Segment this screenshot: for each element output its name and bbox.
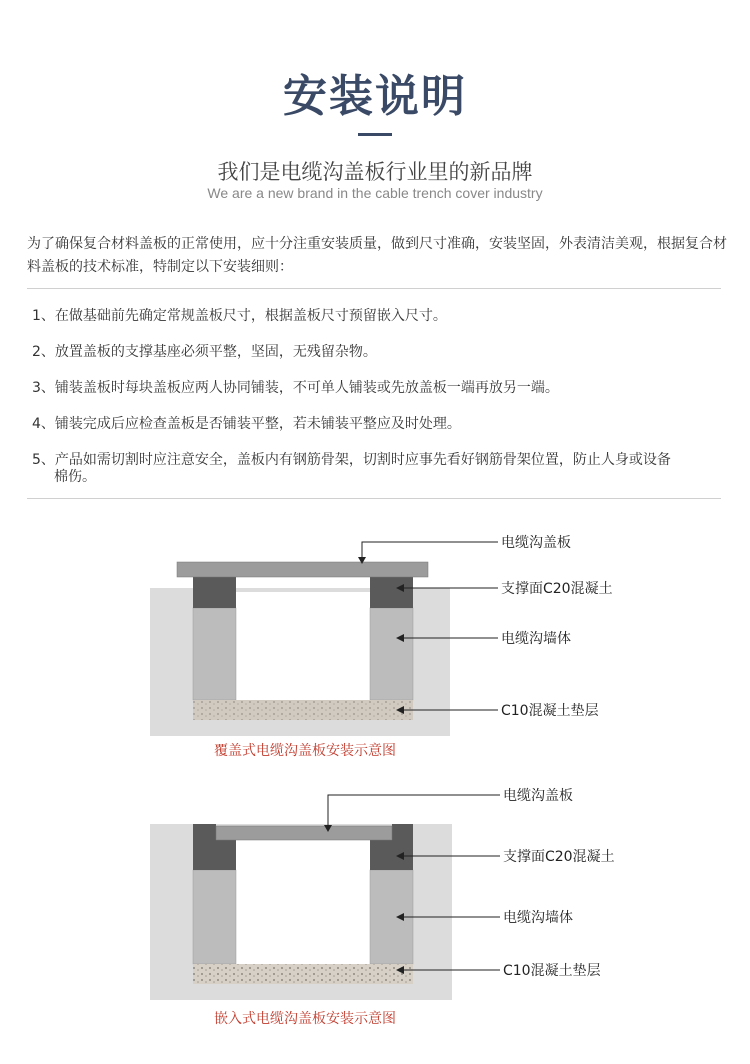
page-title: 安装说明	[283, 71, 467, 122]
divider-top	[27, 288, 721, 289]
step-text-continued: 棉伤。	[54, 469, 96, 485]
caption-embedded-diagram: 嵌入式电缆沟盖板安装示意图	[214, 1011, 396, 1027]
trench-interior	[236, 592, 370, 700]
label-support: 支撑面C20混凝土	[503, 849, 615, 865]
step-text: 铺装盖板时每块盖板应两人协同铺装，不可单人铺装或先放盖板一端再放另一端。	[54, 380, 559, 396]
caption-overlay-diagram: 覆盖式电缆沟盖板安装示意图	[214, 743, 396, 759]
step-text: 在做基础前先确定常规盖板尺寸，根据盖板尺寸预留嵌入尺寸。	[54, 308, 447, 324]
left-support	[193, 577, 236, 608]
label-base: C10混凝土垫层	[503, 963, 601, 979]
overlay-install-diagram	[0, 520, 750, 745]
trench-cover	[216, 826, 392, 840]
subtitle-english: We are a new brand in the cable trench cover industry	[207, 185, 543, 201]
step-number: 3、	[32, 380, 55, 396]
label-support: 支撑面C20混凝土	[501, 581, 613, 597]
step-text: 铺装完成后应检查盖板是否铺装平整，若未铺装平整应及时处理。	[54, 416, 461, 432]
base-texture	[193, 700, 413, 720]
embedded-install-diagram	[0, 780, 750, 1005]
title-underline	[358, 133, 392, 136]
leader-cover	[362, 542, 498, 562]
label-cover: 电缆沟盖板	[503, 788, 573, 804]
step-3	[32, 380, 722, 397]
trench-interior	[236, 828, 370, 964]
step-number: 1、	[32, 308, 55, 324]
left-wall	[193, 870, 236, 964]
base-layer	[193, 964, 413, 984]
right-support	[370, 577, 413, 608]
label-base: C10混凝土垫层	[501, 703, 599, 719]
intro-paragraph: 为了确保复合材料盖板的正常使用，应十分注重安装质量，做到尺寸准确，安装坚固，外表清洁美观，根据复合材料盖板的技术标准，特制定以下安装细则：	[27, 236, 727, 275]
step-5	[32, 452, 722, 486]
step-number: 2、	[32, 344, 55, 360]
trench-cover	[177, 562, 428, 577]
label-wall: 电缆沟墙体	[501, 631, 571, 647]
right-wall	[370, 608, 413, 700]
step-text: 产品如需切割时应注意安全，盖板内有钢筋骨架，切割时应事先看好钢筋骨架位置，防止人身或设备	[54, 452, 671, 468]
step-2	[32, 344, 722, 361]
step-number: 4、	[32, 416, 55, 432]
step-4	[32, 416, 722, 433]
label-wall: 电缆沟墙体	[503, 910, 573, 926]
step-1	[32, 308, 722, 325]
label-cover: 电缆沟盖板	[501, 535, 571, 551]
subtitle-chinese: 我们是电缆沟盖板行业里的新品牌	[217, 160, 533, 184]
left-wall	[193, 608, 236, 700]
divider-bottom	[27, 498, 721, 499]
step-number: 5、	[32, 452, 55, 468]
step-text: 放置盖板的支撑基座必须平整，坚固，无残留杂物。	[54, 344, 377, 360]
